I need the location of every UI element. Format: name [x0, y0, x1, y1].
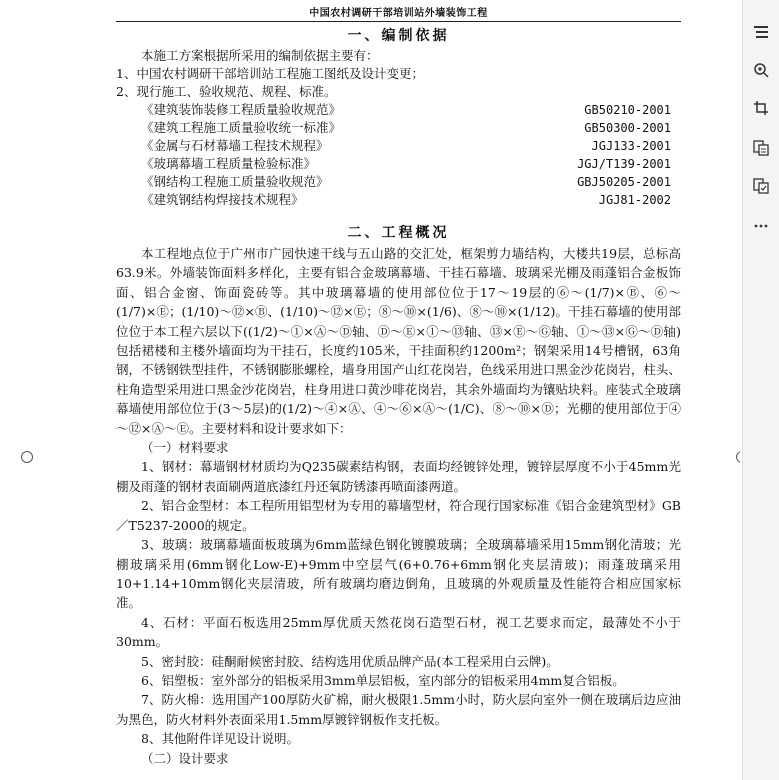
reference-row	[116, 191, 681, 209]
basis-item-1: 1、中国农村调研干部培训站工程施工图纸及设计变更；	[116, 66, 424, 81]
document-content	[116, 4, 681, 768]
reference-code: JGJ133-2001	[591, 139, 671, 153]
reference-code: GB50210-2001	[584, 103, 671, 117]
more-icon[interactable]	[749, 214, 773, 238]
reference-name: 《玻璃幕墙工程质量检验标准》	[141, 156, 317, 171]
resize-handle-left[interactable]	[21, 451, 33, 463]
reference-row	[116, 119, 681, 137]
reference-row	[116, 101, 681, 119]
material-item-sealant: 5、密封胶：硅酮耐候密封胶、结构选用优质品牌产品(本工程采用白云牌)。	[141, 653, 559, 669]
overview-paragraph: 本工程地点位于广州市广园快速干线与五山路的交汇处，框架剪力墙结构，大楼共19层，总标高63.9米。外墙装饰面料多样化，主要有铝合金玻璃幕墙、干挂石幕墙、玻璃采光棚及雨蓬铝合金板饰面、铝合金窗、饰面瓷砖等。其中玻璃幕墙的使用部位位于17～19层的⑥～(1/7)×Ⓑ、⑥～(1/7)×Ⓔ；(1/10)～⑫×Ⓑ、(1/10)～⑫×Ⓔ；⑧～⑩×(1/6)、⑧～⑩×(1/12)。干挂石幕墙的使用部位位于本工程六层以下((1/2)～①×Ⓐ～Ⓓ轴、Ⓓ～Ⓔ×①～⑬轴、⑬×Ⓔ～Ⓖ轴、①～⑬×Ⓖ～Ⓓ轴)包括裙楼和主楼外墙面均为干挂石，长度约105米，干挂面积约1200m²；钢架采用14号槽钢，63角钢，不锈钢铁型挂件，不锈钢膨胀螺栓，墙身用国产山红花岗岩，色线采用进口黑金沙花岗岩，柱头、柱角造型采用进口黑金沙花岗岩，柱身用进口黄沙啡花岗岩，其余外墙面均为镶贴块料。座装式全玻璃幕墙使用部位位于(3～5层)的(1/2)～④×Ⓐ、④～⑥×Ⓐ～(1/C)、⑧～⑩×Ⓓ；光棚的使用部位于④～⑫×Ⓐ～Ⓔ。主要材料和设计要求如下：	[116, 246, 681, 436]
reference-code: GB50300-2001	[584, 121, 671, 135]
reference-row	[116, 155, 681, 173]
reference-name: 《金属与石材幕墙工程技术规程》	[141, 138, 329, 153]
convert-icon[interactable]	[749, 136, 773, 160]
resize-handle-right[interactable]	[736, 451, 740, 463]
reference-code: JGJ/T139-2001	[577, 157, 671, 171]
material-item-others: 8、其他附件详见设计说明。	[141, 731, 299, 747]
right-toolbar	[742, 0, 779, 780]
outline-icon[interactable]	[749, 20, 773, 44]
material-item-steel: 1、钢材：幕墙钢材材质均为Q235碳素结构钢，表面均经镀锌处理，镀锌层厚度不小于45mm光棚及雨蓬的钢材表面刷两道底漆红丹还氧防锈漆再喷面漆两道。	[116, 459, 681, 494]
reference-code: JGJ81-2002	[598, 193, 671, 207]
reference-row	[116, 137, 681, 155]
reference-name: 《建筑钢结构焊接技术规程》	[141, 192, 304, 207]
reference-name: 《建筑工程施工质量验收统一标准》	[141, 120, 342, 135]
subsection-title-materials: （一）材料要求	[141, 440, 229, 456]
crop-icon[interactable]	[749, 96, 773, 120]
reference-name: 《建筑装饰装修工程质量验收规范》	[141, 102, 342, 117]
section-intro: 本施工方案根据所采用的编制依据主要有：	[141, 48, 379, 63]
material-item-fireproof: 7、防火棉：选用国产100厚防火矿棉，耐火极限1.5mm小时，防火层向室外一侧在玻璃后边应油为黑色，防火材料外表面采用1.5mm厚镀锌钢板作支托板。	[116, 692, 681, 727]
basis-item-2: 2、现行施工、验收规范、规程、标准。	[116, 84, 337, 99]
reference-code: GBJ50205-2001	[577, 175, 671, 189]
material-item-aluminum-panel: 6、铝塑板：室外部分的铝板采用3mm单层铝板，室内部分的铝板采用4mm复合铝板。	[141, 672, 625, 688]
section-title-overview: 二、工程概况	[347, 225, 450, 241]
reference-row	[116, 173, 681, 191]
zoom-in-icon[interactable]	[749, 58, 773, 82]
material-item-aluminum: 2、铝合金型材：本工程所用铝型材为专用的幕墙型材，符合现行国家标准《铝合金建筑型材》GB／T5237-2000的规定。	[116, 498, 681, 533]
section-title-basis: 一、编制依据	[347, 28, 450, 44]
material-item-stone: 4、石材：平面石板选用25mm厚优质天然花岗石造型石材，视工艺要求而定，最薄处不小于30mm。	[116, 614, 681, 650]
running-header: 中国农村调研干部培训站外墙装饰工程	[116, 4, 681, 22]
subsection-title-design: （二）设计要求	[141, 750, 229, 766]
convert-alt-icon[interactable]	[749, 174, 773, 198]
reference-name: 《钢结构工程施工质量验收规范》	[141, 174, 329, 189]
material-item-glass: 3、玻璃：玻璃幕墙面板玻璃为6mm蓝绿色钢化镀膜玻璃；全玻璃幕墙采用15mm钢化清玻；光棚玻璃采用(6mm钢化Low-E)+9mm中空层气(6+0.76+6mm钢化夹层清玻)；雨蓬玻璃采用10+1.14+10mm钢化夹层清玻，所有玻璃均磨边倒角，且玻璃的外观质量及性能符合相应国家标准。	[116, 537, 681, 611]
